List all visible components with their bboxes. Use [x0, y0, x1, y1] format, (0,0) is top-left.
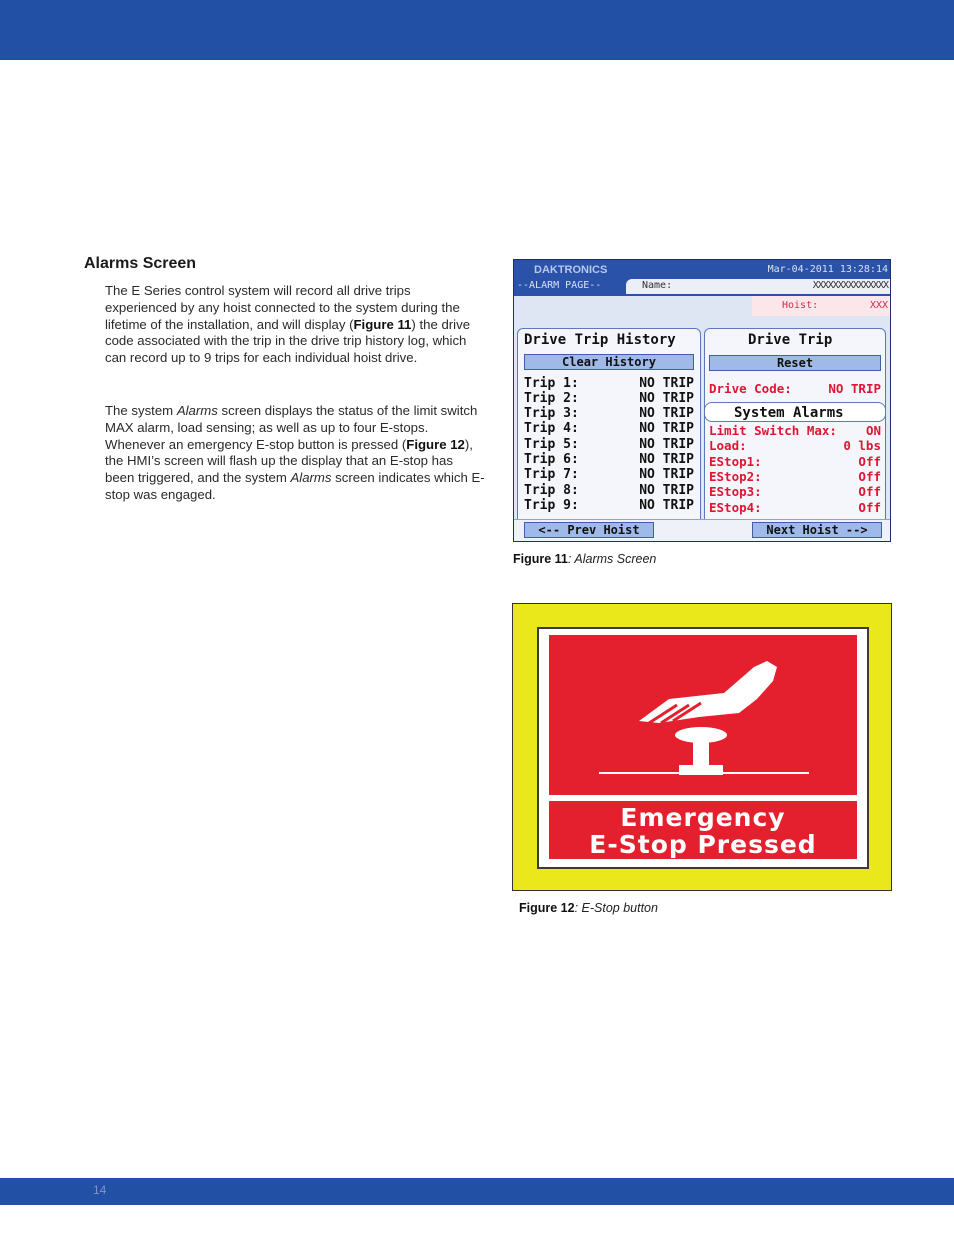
estop-sign	[512, 603, 892, 891]
hmi-hoist-label: Hoist:	[782, 300, 819, 311]
estop-line-1: Emergency	[620, 803, 786, 832]
system-alarms-title: System Alarms	[734, 405, 844, 421]
paragraph-alarms: The system Alarms screen displays the status of the limit switch MAX alarm, load sensing; as well as up to four E-stops. Whenever an emergency E-stop button is pressed (Figure 12), the HMI’s screen will flash up the display that an E-stop has been triggered, and the system Alarms screen indicates which E-stop was engaged.	[105, 403, 485, 502]
trip-row: Trip 3: NO TRIP	[524, 406, 694, 421]
alarm-row: Load: 0 lbs	[709, 438, 881, 453]
alarm-row: EStop4: Off	[709, 500, 881, 515]
trip-row: Trip 9: NO TRIP	[524, 498, 694, 513]
figure-11-ref: Figure 11	[353, 316, 412, 332]
drive-code-row: Drive Code: NO TRIP	[709, 381, 881, 396]
hmi-page-label: --ALARM PAGE--	[517, 280, 602, 291]
paragraph-drive-trips: The E Series control system will record all drive trips experienced by any hoist connected to the system during the lifetime of the installation, and will display (Figure 11) the drive code associated with the trip in the drive trip history log, which can record up to 9 trips for each individual hoist drive.	[105, 283, 471, 366]
figure-11-caption: Figure 11: Alarms Screen	[513, 552, 657, 566]
page-number: 14	[93, 1183, 107, 1197]
trip-row: Trip 7: NO TRIP	[524, 467, 694, 482]
estop-card	[537, 627, 869, 869]
figure-12-ref: Figure 12	[406, 436, 465, 452]
trip-row: Trip 1: NO TRIP	[524, 376, 694, 391]
footer-bar	[0, 1178, 954, 1205]
trip-history-title: Drive Trip History	[524, 332, 676, 348]
hmi-alarms-screen	[513, 259, 891, 542]
prev-hoist-button[interactable]: <-- Prev Hoist	[524, 522, 654, 538]
estop-divider	[549, 795, 857, 801]
drive-trip-title: Drive Trip	[748, 332, 833, 348]
hmi-brand: DAKTRONICS	[534, 264, 608, 276]
alarm-row: EStop2: Off	[709, 469, 881, 484]
hmi-hoist-value: XXX	[869, 300, 888, 311]
trip-row: Trip 8: NO TRIP	[524, 483, 694, 498]
hmi-name-value: XXXXXXXXXXXXXXX	[812, 280, 888, 291]
clear-history-button[interactable]: Clear History	[524, 354, 694, 370]
trip-row: Trip 6: NO TRIP	[524, 452, 694, 467]
alarm-row: EStop1: Off	[709, 454, 881, 469]
hmi-name-label: Name:	[642, 280, 673, 291]
reset-button[interactable]: Reset	[709, 355, 881, 371]
estop-line-2: E-Stop Pressed	[589, 830, 817, 859]
trip-row: Trip 5: NO TRIP	[524, 437, 694, 452]
section-heading: Alarms Screen	[84, 255, 197, 272]
hmi-datetime: Mar-04-2011 13:28:14	[767, 264, 888, 275]
next-hoist-button[interactable]: Next Hoist -->	[752, 522, 882, 538]
trip-row: Trip 2: NO TRIP	[524, 391, 694, 406]
alarm-row: Limit Switch Max: ON	[709, 423, 881, 438]
header-bar	[0, 0, 954, 60]
estop-red-panel	[549, 635, 857, 859]
alarm-row: EStop3: Off	[709, 484, 881, 499]
trip-row: Trip 4: NO TRIP	[524, 421, 694, 436]
figure-12-caption: Figure 12: E-Stop button	[519, 901, 658, 915]
hand-press-icon	[549, 635, 857, 795]
